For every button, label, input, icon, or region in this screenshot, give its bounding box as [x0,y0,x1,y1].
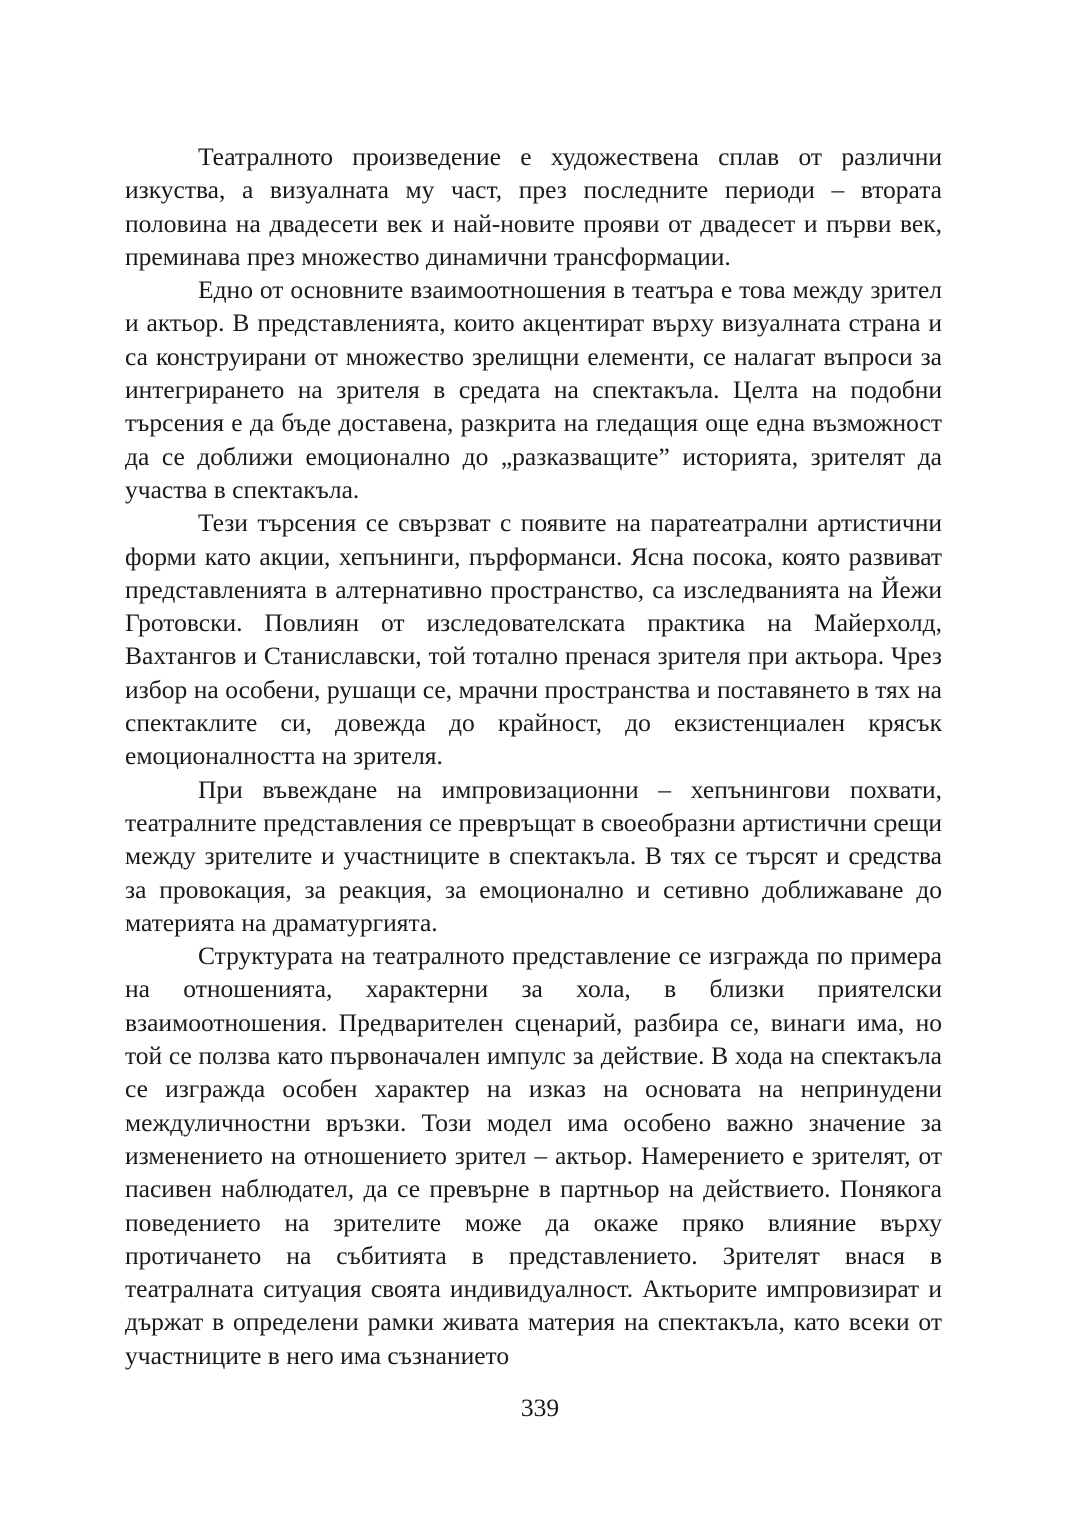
page-number: 339 [520,1393,560,1422]
paragraph-5: Структурата на театралното представление се изгражда по примера на отношенията, характерни за хола, в близки приятелски взаимоотношения. Предварителен сценарий, разбира се, винаги има, но той се ползва като първоначален импулс за действие. В хода на спектакъла се изгражда особен характер на изказ на основата на непринудени междуличностни връзки. Този модел има особено важно значение за изменението на отношението зрител – актьор. Намерението е зрителят, от пасивен наблюдател, да се превърне в партньор на действието. Понякога поведението на зрителите може да окаже пряко влияние върху протичането на събитията в представлението. Зрителят внася в театралната ситуация своята индивидуалност. Актьорите импровизират и държат в определени рамки живата материя на спектакъла, като всеки от участниците в него има съзнанието [125,941,942,1370]
paragraph-3: Тези търсения се свързват с появите на паратеатрални артистични форми като акции, хепънинги, пърформанси. Ясна посока, която развиват представленията в алтернативно пространство, са изследванията на Йежи Гротовски. Повлиян от изследователската практика на Майерхолд, Вахтангов и Станиславски, той тотално пренася зрителя при актьора. Чрез избор на особени, рушащи се, мрачни пространства и поставянето в тях на спектаклите си, довежда до крайност, до екзистенциален крясък емоционалността на зрителя. [125,508,942,771]
paragraph-2: Едно от основните взаимоотношения в театъра е това между зрител и актьор. В представленията, които акцентират върху визуалната страна и са конструирани от множество зрелищни елементи, се налагат въпроси за интегрирането на зрителя в средата на спектакъла. Целта на подобни търсения е да бъде доставена, разкрита на гледащия още една възможност да се доближи емоционално до „разказващите” историята, зрителят да участва в спектакъла. [125,275,942,504]
body-text [125,140,942,1372]
paragraph-4: При въвеждане на импровизационни – хепънингови похвати, театралните представления се превръщат в своеобразни артистични срещи между зрителите и участниците в спектакъла. В тях се търсят и средства за провокация, за реакция, за емоционално и сетивно доближаване до материята на драматургията. [125,774,942,937]
paragraph-1: Театралното произведение е художествена сплав от различни изкуства, а визуалната му част, през последните периоди – втората половина на двадесети век и най-новите прояви от двадесет и първи век, преминава през множество динамични трансформации. [125,142,942,271]
